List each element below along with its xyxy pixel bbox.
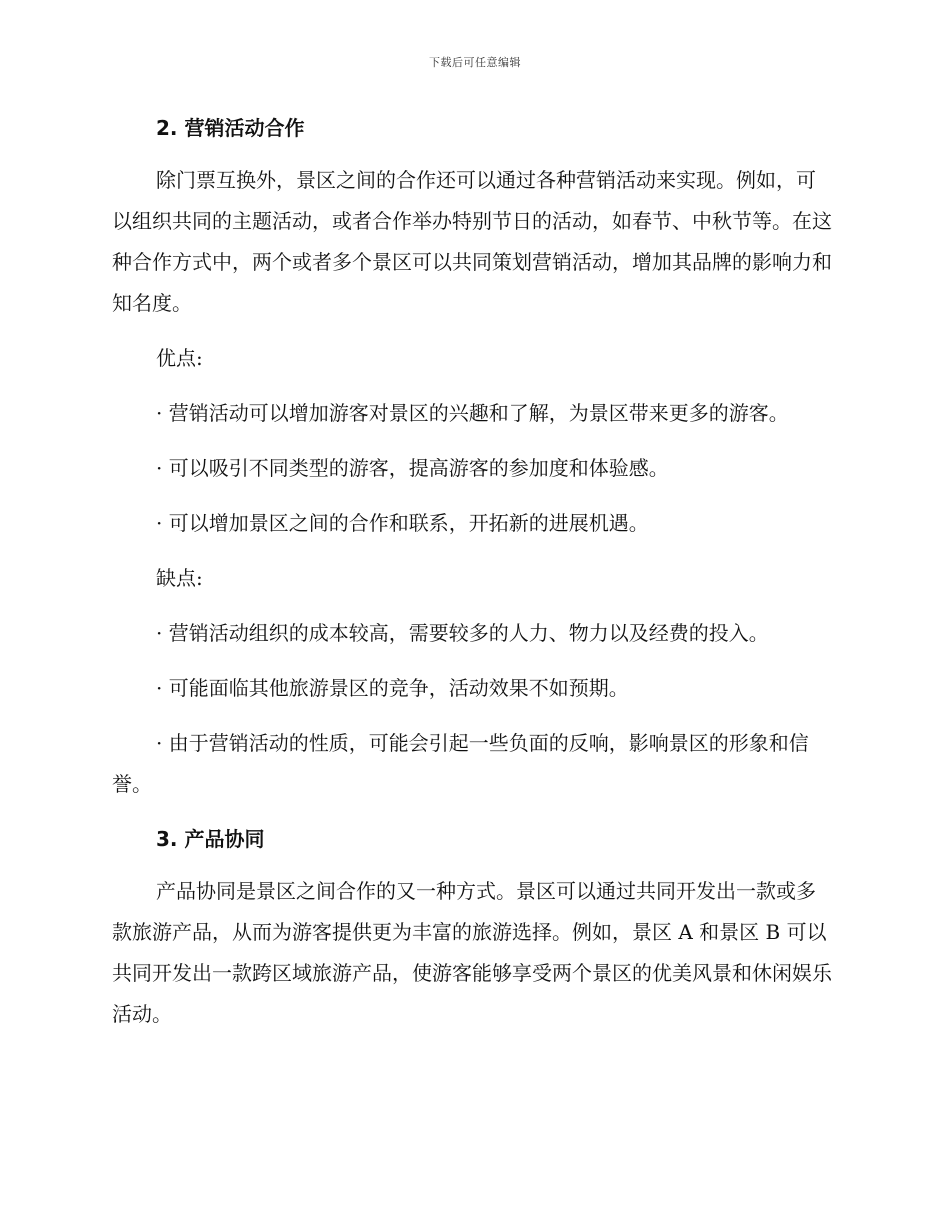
section-heading-marketing: 2. 营销活动合作 [156,116,305,140]
cons-item-2: · 可能面临其他旅游景区的竞争，活动效果不如预期。 [156,676,629,700]
pros-item-3: · 可以增加景区之间的合作和联系，开拓新的进展机遇。 [156,511,649,535]
section-intro-marketing: 除门票互换外，景区之间的合作还可以通过各种营销活动来实现。例如，可以组织共同的主题活动，或者合作举办特别节日的活动，如春节、中秋节等。在这种合作方式中，两个或者多个景区可以共同策划营销活动，增加其品牌的影响力和知名度。 [112,168,832,315]
cons-item-3: · 由于营销活动的性质，可能会引起一些负面的反响，影响景区的形象和信誉。 [112,731,809,796]
cons-item-1: · 营销活动组织的成本较高，需要较多的人力、物力以及经费的投入。 [156,621,769,645]
section-intro-product: 产品协同是景区之间合作的又一种方式。景区可以通过共同开发出一款或多款旅游产品，从而为游客提供更为丰富的旅游选择。例如，景区 A 和景区 B 可以共同开发出一款跨区域旅游产品，使游客能够享受两个景区的优美风景和休闲娱乐活动。 [112,879,832,1026]
cons-label: 缺点: [156,566,203,590]
pros-item-1: · 营销活动可以增加游客对景区的兴趣和了解，为景区带来更多的游客。 [156,401,789,425]
pros-label: 优点: [156,346,203,370]
document-body [112,108,832,1035]
page-header: 下载后可任意编辑 [429,56,521,69]
section-heading-product: 3. 产品协同 [156,827,265,851]
pros-item-2: · 可以吸引不同类型的游客，提高游客的参加度和体验感。 [156,456,669,480]
